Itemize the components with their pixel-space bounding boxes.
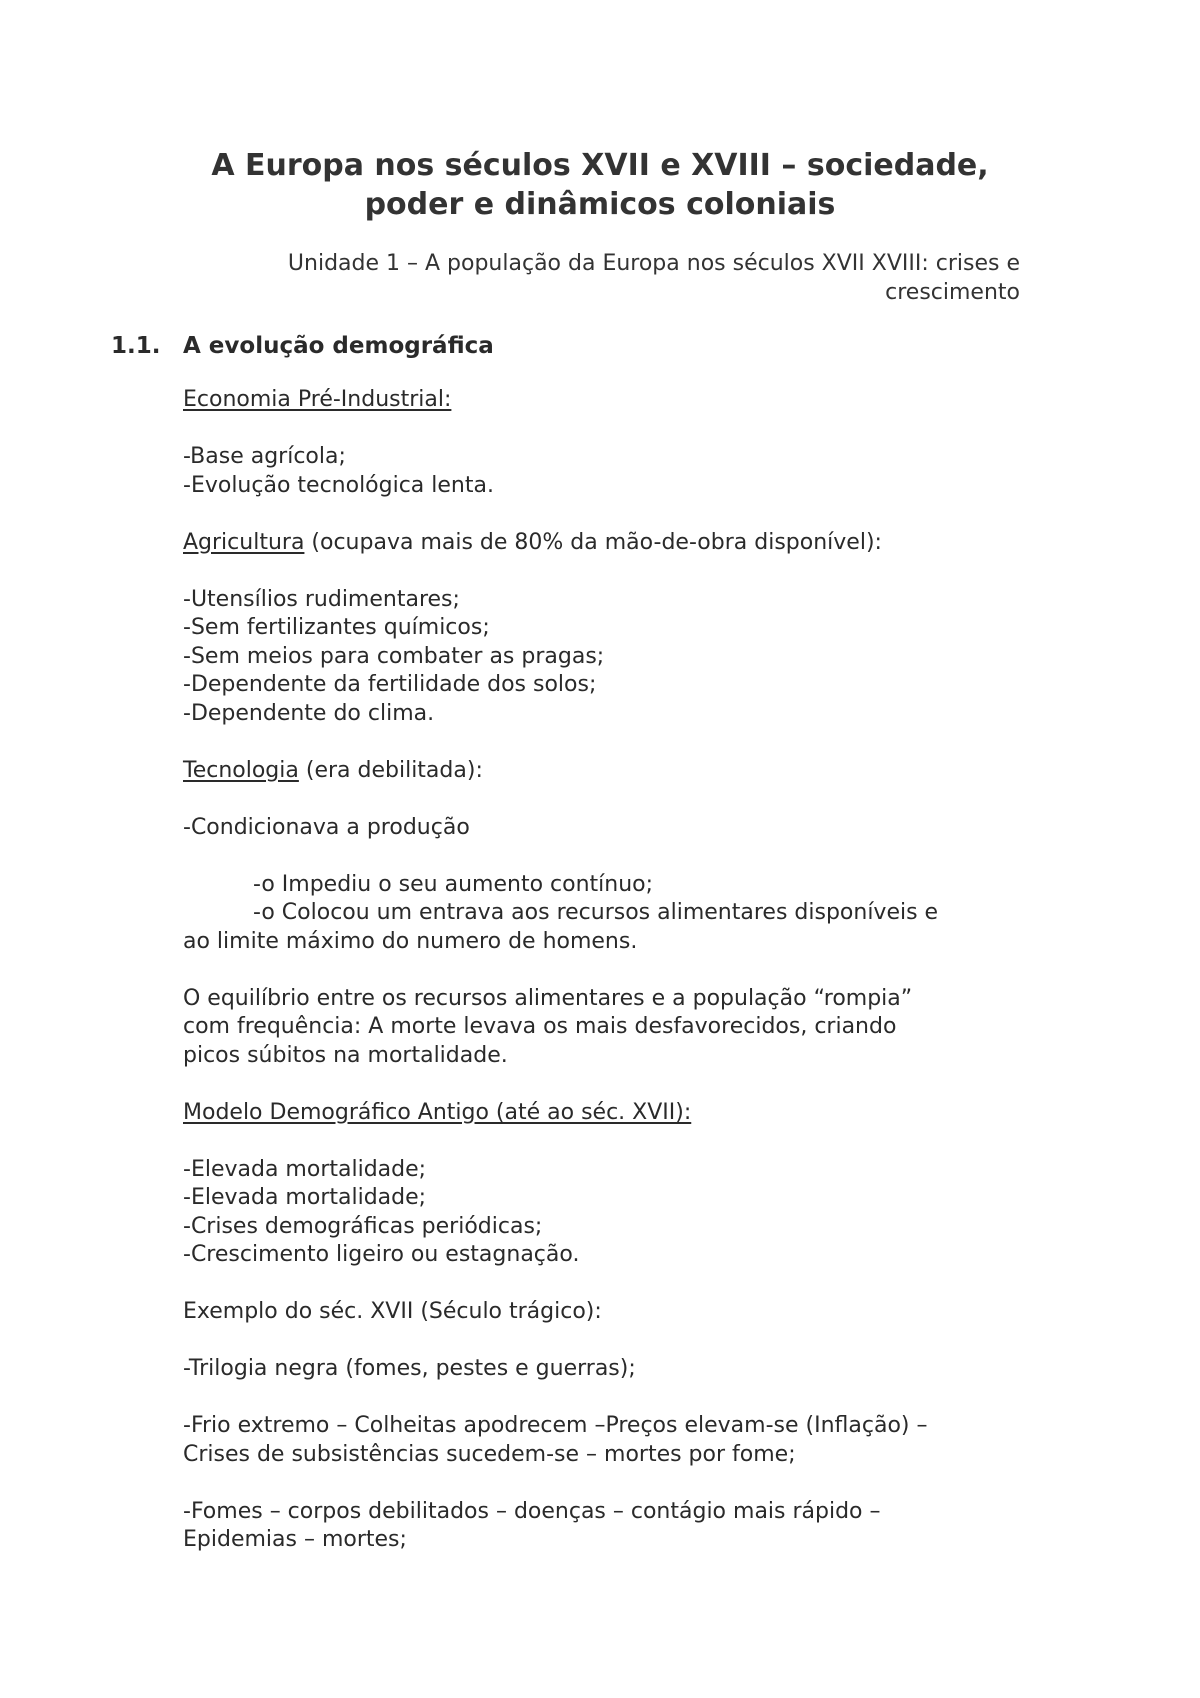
equilibrio-line-2: com frequência: A morte levava os mais desfavorecidos, criando: [183, 1014, 897, 1039]
list-item: -Elevada mortalidade;: [183, 1185, 427, 1210]
subtitle-line-2: crescimento: [885, 280, 1020, 305]
list-item: -Sem fertilizantes químicos;: [183, 615, 490, 640]
unit-subtitle: [200, 249, 1020, 307]
modelo-heading: Modelo Demográfico Antigo (até ao séc. XVII):: [183, 1099, 692, 1125]
fomes-line-1: -Fomes – corpos debilitados – doenças – contágio mais rápido –: [183, 1498, 881, 1524]
document-title: [100, 146, 1100, 224]
list-item: -Base agrícola;: [183, 444, 346, 469]
list-item: -Dependente do clima.: [183, 700, 435, 726]
title-line-1: A Europa nos séculos XVII e XVIII – sociedade,: [211, 148, 989, 183]
list-item: -Evolução tecnológica lenta.: [183, 472, 494, 498]
agricultura-heading: Agricultura: [183, 529, 305, 555]
tecnologia-line: -Condicionava a produção: [183, 814, 470, 840]
agricultura-note: (ocupava mais de 80% da mão-de-obra disponível):: [304, 529, 882, 555]
list-item: -Utensílios rudimentares;: [183, 586, 460, 612]
frio-line-2: Crises de subsistências sucedem-se – mortes por fome;: [183, 1441, 796, 1467]
list-item: -Sem meios para combater as pragas;: [183, 643, 605, 669]
trilogia-line: -Trilogia negra (fomes, pestes e guerras);: [183, 1356, 636, 1381]
tecnologia-note: (era debilitada):: [298, 757, 483, 783]
list-item: -Crises demográficas periódicas;: [183, 1213, 543, 1239]
document-body: [183, 386, 1043, 1555]
section-heading: [111, 331, 494, 361]
tecnologia-sub-2b: ao limite máximo do numero de homens.: [183, 928, 638, 954]
subtitle-line-1: Unidade 1 – A população da Europa nos séculos XVII XVIII: crises e: [287, 251, 1020, 276]
fomes-line-2: Epidemias – mortes;: [183, 1527, 407, 1552]
exemplo-heading: Exemplo do séc. XVII (Século trágico):: [183, 1299, 602, 1324]
section-title: A evolução demográfica: [183, 333, 494, 359]
section-number: 1.1.: [111, 333, 161, 359]
equilibrio-line-3: picos súbitos na mortalidade.: [183, 1042, 508, 1068]
economia-heading: Economia Pré-Industrial:: [183, 387, 452, 412]
equilibrio-line-1: O equilíbrio entre os recursos alimentares e a população “rompia”: [183, 985, 913, 1011]
tecnologia-sub-1: -o Impediu o seu aumento contínuo;: [253, 871, 654, 897]
tecnologia-heading: Tecnologia: [183, 757, 299, 783]
list-item: -Dependente da fertilidade dos solos;: [183, 672, 597, 697]
frio-line-1: -Frio extremo – Colheitas apodrecem –Preços elevam-se (Inflação) –: [183, 1413, 928, 1438]
list-item: -Elevada mortalidade;: [183, 1156, 427, 1182]
tecnologia-sub-2a: -o Colocou um entrava aos recursos alimentares disponíveis e: [253, 900, 939, 925]
list-item: -Crescimento ligeiro ou estagnação.: [183, 1242, 580, 1267]
title-line-2: poder e dinâmicos coloniais: [364, 187, 836, 222]
